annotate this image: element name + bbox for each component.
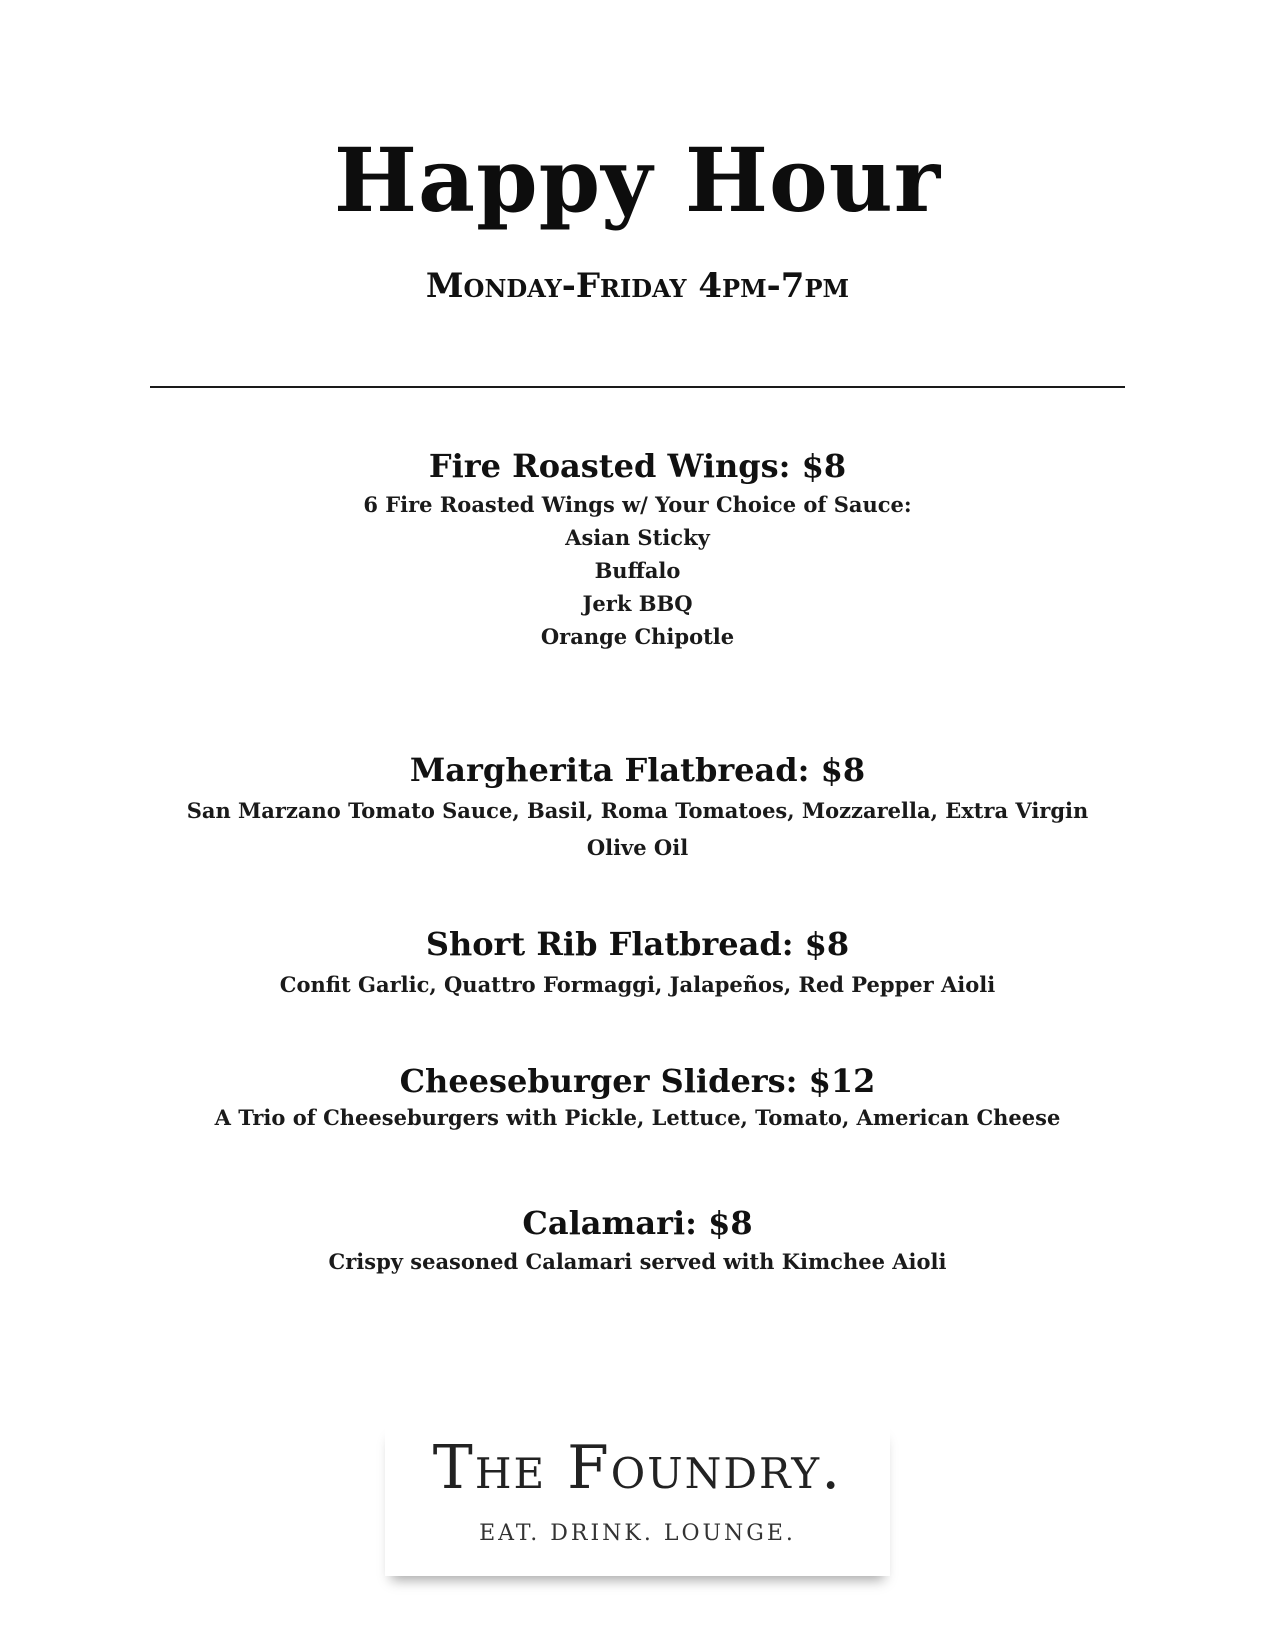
menu-item-margherita [160,750,1115,866]
foundry-logo [385,1424,890,1576]
divider [150,386,1125,388]
menu-item-description: 6 Fire Roasted Wings w/ Your Choice of Sauce: [363,492,912,517]
sauce-option: Buffalo [594,558,681,583]
menu-item-description: Crispy seasoned Calamari served with Kimchee Aioli [328,1249,947,1274]
menu-item-title: Margherita Flatbread: $8 [409,751,866,789]
menu-item-title: Short Rib Flatbread: $8 [425,925,850,963]
logo-name: The Foundry. [432,1433,843,1503]
menu-item-title: Fire Roasted Wings: $8 [428,447,847,485]
sauce-options [150,521,1125,653]
menu-item-title: Calamari: $8 [522,1204,753,1242]
menu-item-description: San Marzano Tomato Sauce, Basil, Roma Tomatoes, Mozzarella, Extra Virgin Olive Oil [186,798,1089,860]
page-title: Happy Hour [333,128,942,232]
menu-item-calamari [150,1203,1125,1278]
menu-item-description: A Trio of Cheeseburgers with Pickle, Lettuce, Tomato, American Cheese [214,1105,1061,1130]
menu-item-title: Cheeseburger Sliders: $12 [399,1062,876,1100]
menu-item-wings [150,446,1125,653]
menu-item-description: Confit Garlic, Quattro Formaggi, Jalapeños, Red Pepper Aioli [279,972,996,997]
logo-tagline: EAT. DRINK. LOUNGE. [479,1521,796,1546]
menu-item-sliders [150,1061,1125,1134]
menu-item-short-rib [150,924,1125,1001]
sauce-option: Orange Chipotle [540,624,735,649]
sauce-option: Asian Sticky [565,525,710,550]
hours-subtitle: Monday-Friday 4pm-7pm [425,266,850,306]
sauce-option: Jerk BBQ [582,591,693,616]
